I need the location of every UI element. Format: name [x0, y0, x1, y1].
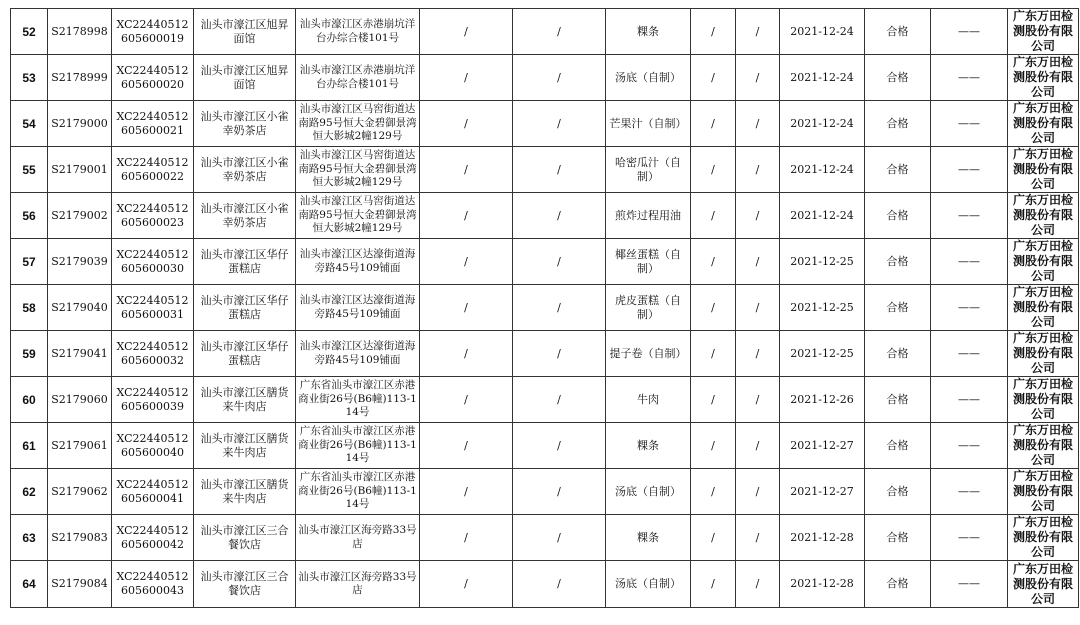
remark: —— [931, 9, 1008, 55]
cell-slash: / [691, 423, 736, 469]
cell-slash: / [736, 561, 780, 608]
task-number: XC22440512605600022 [112, 147, 194, 193]
entity-name: 汕头市濠江区小雀幸奶茶店 [194, 101, 296, 147]
test-result: 合格 [865, 239, 931, 285]
cell-slash: / [691, 377, 736, 423]
task-number: XC22440512605600020 [112, 55, 194, 101]
test-result: 合格 [865, 561, 931, 608]
task-number: XC22440512605600040 [112, 423, 194, 469]
cell-slash: / [513, 147, 606, 193]
sample-id: S2178999 [48, 55, 112, 101]
row-seq: 55 [11, 147, 48, 193]
testing-agency: 广东万田检测股份有限公司 [1008, 561, 1079, 608]
entity-name: 汕头市濠江区华仔蛋糕店 [194, 331, 296, 377]
sampling-date: 2021-12-24 [780, 147, 865, 193]
sample-id: S2179060 [48, 377, 112, 423]
sampling-date: 2021-12-28 [780, 515, 865, 561]
cell-slash: / [691, 285, 736, 331]
sample-id: S2178998 [48, 9, 112, 55]
testing-agency: 广东万田检测股份有限公司 [1008, 331, 1079, 377]
entity-address: 汕头市濠江区达濠街道海旁路45号109铺面 [296, 331, 420, 377]
cell-slash: / [736, 377, 780, 423]
cell-slash: / [691, 515, 736, 561]
entity-address: 汕头市濠江区赤港崩坑洋台办综合楼101号 [296, 9, 420, 55]
product-name: 牛肉 [606, 377, 691, 423]
test-result: 合格 [865, 515, 931, 561]
row-seq: 59 [11, 331, 48, 377]
testing-agency: 广东万田检测股份有限公司 [1008, 239, 1079, 285]
remark: —— [931, 515, 1008, 561]
testing-agency: 广东万田检测股份有限公司 [1008, 55, 1079, 101]
table-row [11, 377, 1079, 423]
task-number: XC22440512605600021 [112, 101, 194, 147]
cell-slash: / [420, 561, 513, 608]
entity-name: 汕头市濠江区三合餐饮店 [194, 515, 296, 561]
sample-id: S2179061 [48, 423, 112, 469]
testing-agency: 广东万田检测股份有限公司 [1008, 469, 1079, 515]
cell-slash: / [691, 55, 736, 101]
cell-slash: / [420, 515, 513, 561]
entity-address: 广东省汕头市濠江区赤港商业街26号(B6幢)113-114号 [296, 423, 420, 469]
table-row [11, 469, 1079, 515]
testing-agency: 广东万田检测股份有限公司 [1008, 147, 1079, 193]
row-seq: 52 [11, 9, 48, 55]
test-result: 合格 [865, 55, 931, 101]
cell-slash: / [736, 147, 780, 193]
row-seq: 64 [11, 561, 48, 608]
entity-name: 汕头市濠江区膳货来牛肉店 [194, 377, 296, 423]
table-row [11, 193, 1079, 239]
cell-slash: / [420, 55, 513, 101]
testing-agency: 广东万田检测股份有限公司 [1008, 193, 1079, 239]
row-seq: 54 [11, 101, 48, 147]
task-number: XC22440512605600030 [112, 239, 194, 285]
cell-slash: / [420, 285, 513, 331]
cell-slash: / [513, 469, 606, 515]
cell-slash: / [691, 239, 736, 285]
product-name: 汤底（自制） [606, 55, 691, 101]
cell-slash: / [691, 9, 736, 55]
product-name: 汤底（自制） [606, 561, 691, 608]
cell-slash: / [736, 239, 780, 285]
product-name: 粿条 [606, 515, 691, 561]
cell-slash: / [736, 515, 780, 561]
cell-slash: / [420, 377, 513, 423]
row-seq: 57 [11, 239, 48, 285]
cell-slash: / [691, 101, 736, 147]
cell-slash: / [513, 55, 606, 101]
sampling-date: 2021-12-27 [780, 423, 865, 469]
cell-slash: / [513, 515, 606, 561]
cell-slash: / [691, 147, 736, 193]
cell-slash: / [736, 331, 780, 377]
cell-slash: / [420, 101, 513, 147]
cell-slash: / [736, 9, 780, 55]
cell-slash: / [736, 55, 780, 101]
entity-name: 汕头市濠江区膳货来牛肉店 [194, 423, 296, 469]
product-name: 芒果汁（自制） [606, 101, 691, 147]
product-name: 粿条 [606, 423, 691, 469]
task-number: XC22440512605600042 [112, 515, 194, 561]
remark: —— [931, 423, 1008, 469]
sample-id: S2179002 [48, 193, 112, 239]
remark: —— [931, 101, 1008, 147]
test-result: 合格 [865, 423, 931, 469]
row-seq: 60 [11, 377, 48, 423]
entity-address: 汕头市濠江区马窖街道达南路95号恒大金碧御景湾恒大影城2幢129号 [296, 101, 420, 147]
cell-slash: / [513, 331, 606, 377]
cell-slash: / [736, 423, 780, 469]
cell-slash: / [420, 193, 513, 239]
table-row [11, 55, 1079, 101]
entity-name: 汕头市濠江区小雀幸奶茶店 [194, 147, 296, 193]
cell-slash: / [420, 423, 513, 469]
remark: —— [931, 147, 1008, 193]
entity-name: 汕头市濠江区华仔蛋糕店 [194, 285, 296, 331]
entity-address: 汕头市濠江区马窖街道达南路95号恒大金碧御景湾恒大影城2幢129号 [296, 147, 420, 193]
table-row [11, 561, 1079, 608]
sampling-date: 2021-12-24 [780, 9, 865, 55]
test-result: 合格 [865, 101, 931, 147]
table-body [11, 9, 1079, 608]
inspection-results-table [10, 8, 1079, 608]
entity-address: 汕头市濠江区达濠街道海旁路45号109铺面 [296, 239, 420, 285]
task-number: XC22440512605600031 [112, 285, 194, 331]
sampling-date: 2021-12-24 [780, 55, 865, 101]
table-row [11, 239, 1079, 285]
product-name: 椰丝蛋糕（自制） [606, 239, 691, 285]
testing-agency: 广东万田检测股份有限公司 [1008, 9, 1079, 55]
entity-name: 汕头市濠江区旭昇面馆 [194, 55, 296, 101]
task-number: XC22440512605600023 [112, 193, 194, 239]
table-row [11, 331, 1079, 377]
test-result: 合格 [865, 469, 931, 515]
product-name: 粿条 [606, 9, 691, 55]
sample-id: S2179062 [48, 469, 112, 515]
entity-address: 广东省汕头市濠江区赤港商业街26号(B6幢)113-114号 [296, 377, 420, 423]
cell-slash: / [513, 285, 606, 331]
sampling-date: 2021-12-26 [780, 377, 865, 423]
entity-address: 汕头市濠江区海旁路33号店 [296, 515, 420, 561]
cell-slash: / [420, 331, 513, 377]
entity-address: 广东省汕头市濠江区赤港商业街26号(B6幢)113-114号 [296, 469, 420, 515]
cell-slash: / [736, 101, 780, 147]
row-seq: 53 [11, 55, 48, 101]
entity-address: 汕头市濠江区马窖街道达南路95号恒大金碧御景湾恒大影城2幢129号 [296, 193, 420, 239]
cell-slash: / [691, 331, 736, 377]
task-number: XC22440512605600043 [112, 561, 194, 608]
remark: —— [931, 377, 1008, 423]
product-name: 哈密瓜汁（自制） [606, 147, 691, 193]
sample-id: S2179039 [48, 239, 112, 285]
cell-slash: / [736, 193, 780, 239]
cell-slash: / [513, 377, 606, 423]
remark: —— [931, 285, 1008, 331]
cell-slash: / [513, 101, 606, 147]
sampling-date: 2021-12-24 [780, 193, 865, 239]
row-seq: 58 [11, 285, 48, 331]
table-row [11, 285, 1079, 331]
row-seq: 61 [11, 423, 48, 469]
sampling-date: 2021-12-28 [780, 561, 865, 608]
sample-id: S2179083 [48, 515, 112, 561]
sample-id: S2179084 [48, 561, 112, 608]
testing-agency: 广东万田检测股份有限公司 [1008, 101, 1079, 147]
cell-slash: / [513, 561, 606, 608]
product-name: 煎炸过程用油 [606, 193, 691, 239]
cell-slash: / [691, 561, 736, 608]
row-seq: 63 [11, 515, 48, 561]
cell-slash: / [736, 469, 780, 515]
sample-id: S2179000 [48, 101, 112, 147]
product-name: 汤底（自制） [606, 469, 691, 515]
entity-name: 汕头市濠江区膳货来牛肉店 [194, 469, 296, 515]
sampling-date: 2021-12-24 [780, 101, 865, 147]
test-result: 合格 [865, 285, 931, 331]
entity-address: 汕头市濠江区赤港崩坑洋台办综合楼101号 [296, 55, 420, 101]
cell-slash: / [691, 193, 736, 239]
task-number: XC22440512605600019 [112, 9, 194, 55]
testing-agency: 广东万田检测股份有限公司 [1008, 377, 1079, 423]
remark: —— [931, 193, 1008, 239]
table-row [11, 147, 1079, 193]
cell-slash: / [691, 469, 736, 515]
sample-id: S2179001 [48, 147, 112, 193]
testing-agency: 广东万田检测股份有限公司 [1008, 423, 1079, 469]
testing-agency: 广东万田检测股份有限公司 [1008, 285, 1079, 331]
cell-slash: / [420, 9, 513, 55]
product-name: 提子卷（自制） [606, 331, 691, 377]
entity-address: 汕头市濠江区达濠街道海旁路45号109铺面 [296, 285, 420, 331]
entity-address: 汕头市濠江区海旁路33号店 [296, 561, 420, 608]
table-row [11, 423, 1079, 469]
table-row [11, 101, 1079, 147]
sample-id: S2179041 [48, 331, 112, 377]
cell-slash: / [513, 9, 606, 55]
cell-slash: / [420, 469, 513, 515]
entity-name: 汕头市濠江区小雀幸奶茶店 [194, 193, 296, 239]
cell-slash: / [420, 147, 513, 193]
entity-name: 汕头市濠江区旭昇面馆 [194, 9, 296, 55]
test-result: 合格 [865, 9, 931, 55]
sampling-date: 2021-12-25 [780, 285, 865, 331]
remark: —— [931, 469, 1008, 515]
table-row [11, 9, 1079, 55]
cell-slash: / [420, 239, 513, 285]
task-number: XC22440512605600032 [112, 331, 194, 377]
test-result: 合格 [865, 331, 931, 377]
test-result: 合格 [865, 147, 931, 193]
cell-slash: / [736, 285, 780, 331]
cell-slash: / [513, 423, 606, 469]
entity-name: 汕头市濠江区三合餐饮店 [194, 561, 296, 608]
remark: —— [931, 239, 1008, 285]
remark: —— [931, 331, 1008, 377]
remark: —— [931, 561, 1008, 608]
cell-slash: / [513, 239, 606, 285]
entity-name: 汕头市濠江区华仔蛋糕店 [194, 239, 296, 285]
sample-id: S2179040 [48, 285, 112, 331]
sampling-date: 2021-12-25 [780, 331, 865, 377]
sampling-date: 2021-12-27 [780, 469, 865, 515]
cell-slash: / [513, 193, 606, 239]
test-result: 合格 [865, 377, 931, 423]
sampling-date: 2021-12-25 [780, 239, 865, 285]
test-result: 合格 [865, 193, 931, 239]
task-number: XC22440512605600039 [112, 377, 194, 423]
remark: —— [931, 55, 1008, 101]
row-seq: 56 [11, 193, 48, 239]
task-number: XC22440512605600041 [112, 469, 194, 515]
product-name: 虎皮蛋糕（自制） [606, 285, 691, 331]
row-seq: 62 [11, 469, 48, 515]
table-row [11, 515, 1079, 561]
testing-agency: 广东万田检测股份有限公司 [1008, 515, 1079, 561]
